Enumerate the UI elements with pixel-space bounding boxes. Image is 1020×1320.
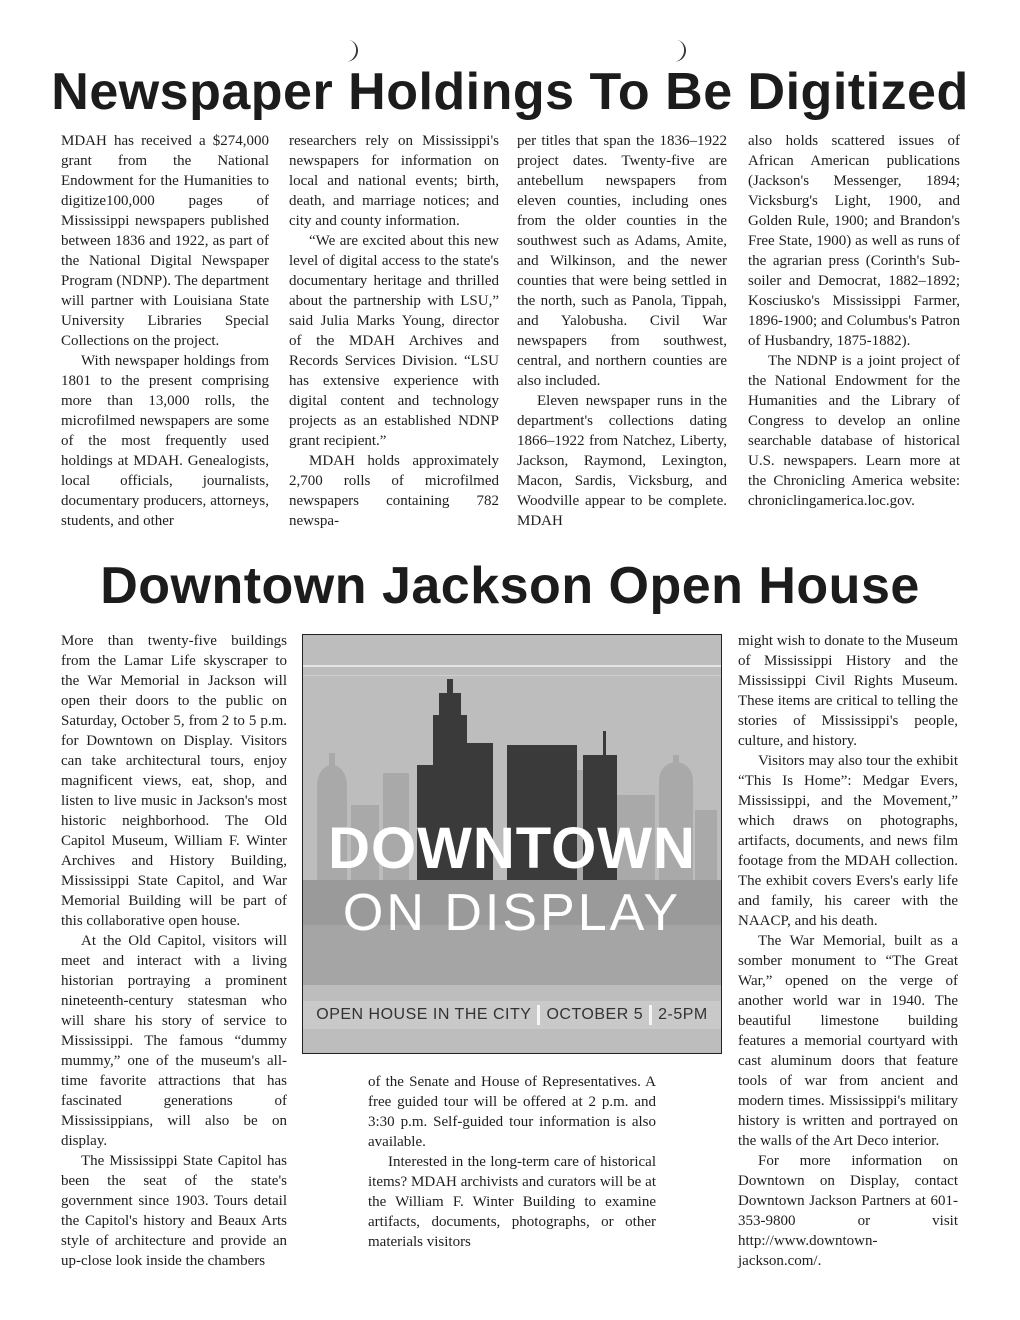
paragraph: of the Senate and House of Representatives. A free guided tour will be offered at 2 p.m. and 3:30 p.m. Self-guided tour information is also available.: [368, 1074, 656, 1150]
paragraph: Eleven newspaper runs in the department's collections dating 1866–1922 from Natchez, Liberty, Jackson, Raymond, Lexington, Macon, Sardis, Vicksburg, and Woodville appear to be complete. MDAH: [517, 393, 727, 529]
article2-column-left-top: [61, 631, 287, 1271]
flyer-event-name: OPEN HOUSE IN THE CITY: [316, 1006, 532, 1024]
article1-column-1: [61, 131, 269, 531]
flyer-event-date: OCTOBER 5: [546, 1006, 644, 1024]
paragraph: also holds scattered issues of African American publications (Jackson's Messenger, 1894; Vicksburg's Light, 1900, and Golden Rule, 1900; and Brandon's Free State, 1900) as well as runs of the agrarian press (Corinth's Sub-soiler and Democrat, 1882–1892; Kosciusko's Mississippi Farmer, 1896-1900; and Columbus's Patron of Husbandry, 1875-1882).: [748, 133, 960, 349]
binder-hole-mark: [341, 39, 360, 63]
paragraph: The NDNP is a joint project of the National Endowment for the Humanities and the Library of Congress to develop an online searchable database of historical U.S. newspapers. Learn more at the Chronicling America website: chroniclingamerica.loc.gov.: [748, 353, 960, 509]
paragraph: At the Old Capitol, visitors will meet and interact with a living historian portraying a prominent nineteenth-century statesman who will share his story of service to Mississippi. The famous “dummy mummy,” one of the museum's all-time favorite attractions that has fascinated generations of Mississippians, will also be on display.: [61, 933, 287, 1149]
paragraph: per titles that span the 1836–1922 project dates. Twenty-five are antebellum newspapers from eleven counties, including ones from the older counties in the southwest such as Adams, Amite, and Wilkinson, and the newer counties that were being settled in the north, such as Panola, Tippah, and Yalobusha. Civil War newspapers from southwest, central, and northern counties are also included.: [517, 133, 727, 389]
binder-hole-mark: [669, 39, 688, 63]
article2-column-right: [738, 631, 958, 1271]
flyer-event-time: 2-5PM: [658, 1006, 708, 1024]
article2-headline: Downtown Jackson Open House: [100, 557, 920, 615]
paragraph: With newspaper holdings from 1801 to the present comprising more than 13,000 rolls, the microfilmed newspapers are some of the most frequently used holdings at MDAH. Genealogists, local officials, journalists, documentary producers, attorneys, students, and other: [61, 353, 269, 529]
paragraph: Visitors may also tour the exhibit “This Is Home”: Medgar Evers, Mississippi, and the Movement,” which draws on photographs, artifacts, documents, and news film footage from the MDAH collection. The exhibit covers Evers's early life and family, his career with the NAACP, and his death.: [738, 753, 958, 929]
paragraph: Interested in the long-term care of historical items? MDAH archivists and curators will be at the William F. Winter Building to examine artifacts, documents, photographs, or other materials visitors: [368, 1154, 656, 1250]
paragraph: The Mississippi State Capitol has been the seat of the state's government since 1903. Tours detail the Capitol's history and Beaux Arts style of architecture and provide an up-close look inside the chambers: [61, 1153, 287, 1269]
downtown-on-display-flyer: [302, 634, 722, 1054]
paragraph: For more information on Downtown on Display, contact Downtown Jackson Partners at 601-353-9800 or visit http://www.downtown-jackson.com/.: [738, 1153, 958, 1269]
paragraph: might wish to donate to the Museum of Mississippi History and the Mississippi Civil Rights Museum. These items are critical to telling the stories of Mississippi's people, culture, and history.: [738, 633, 958, 749]
article1-column-4: [748, 131, 960, 511]
flyer-title-on-display: ON DISPLAY: [342, 884, 682, 942]
flyer-divider: [649, 1005, 652, 1025]
flyer-divider: [537, 1005, 540, 1025]
paragraph: MDAH has received a $274,000 grant from the National Endowment for the Humanities to digitize100,000 pages of Mississippi newspapers published between 1836 and 1922, as part of the National Digital Newspaper Program (NDNP). The department will partner with Louisiana State University Libraries Special Collections on the project.: [61, 133, 270, 349]
paragraph: “We are excited about this new level of digital access to the state's documentary heritage and thrilled about the partnership with LSU,” said Julia Marks Young, director of the MDAH Archives and Records Services Division. “LSU has extensive experience with digital content and technology projects as an established NDNP grant recipient.”: [289, 233, 499, 449]
paragraph: researchers rely on Mississippi's newspapers for information on local and national events; birth, death, and marriage notices; and city and county information.: [289, 133, 499, 229]
article1-headline: Newspaper Holdings To Be Digitized: [51, 63, 969, 121]
paragraph: MDAH holds approximately 2,700 rolls of microfilmed newspapers containing 782 newspa-: [289, 453, 499, 529]
article1-column-2: [289, 131, 499, 531]
flyer-event-details-bar: [303, 1005, 721, 1025]
article1-column-3: [517, 131, 727, 531]
paragraph: The War Memorial, built as a somber monument to “The Great War,” opened on the verge of another world war in 1940. The beautiful limestone building features a memorial courtyard with cast aluminum doors that feature tools of war from ancient and modern times. Mississippi's military history is written and portrayed on the walls of the Art Deco interior.: [738, 933, 958, 1149]
flyer-title-downtown: DOWNTOWN: [328, 816, 696, 881]
paragraph: More than twenty-five buildings from the Lamar Life skyscraper to the War Memorial in Jackson will open their doors to the public on Saturday, October 5, from 2 to 5 p.m. for Downtown on Display. Visitors can take architectural tours, enjoy magnificent views, eat, shop, and listen to live music in Jackson's most historic neighborhood. The Old Capitol Museum, William F. Winter Archives and History Building, Mississippi State Capitol, and War Memorial Building will be part of this collaborative open house.: [61, 633, 287, 929]
article2-column-middle: [368, 1072, 656, 1252]
